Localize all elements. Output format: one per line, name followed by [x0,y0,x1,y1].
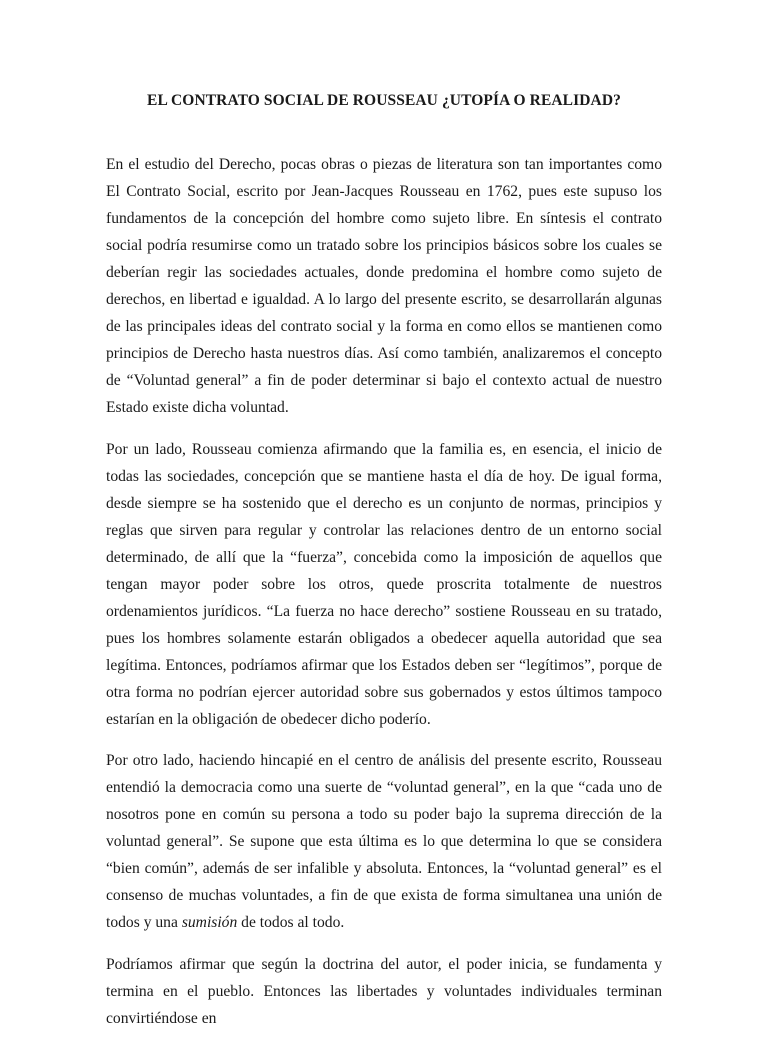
paragraph-4: Podríamos afirmar que según la doctrina del autor, el poder inicia, se fundamenta y termina en el pueblo. Entonces las libertades y voluntades individuales terminan convirtiéndose en [106,955,662,1027]
paragraph-2: Por un lado, Rousseau comienza afirmando que la familia es, en esencia, el inicio de todas las sociedades, concepción que se mantiene hasta el día de hoy. De igual forma, desde siempre se ha sostenido que el derecho es un conjunto de normas, principios y reglas que sirven para regular y controlar las relaciones dentro de un entorno social determinado, de allí que la “fuerza”, concebida como la imposición de aquellos que tengan mayor poder sobre los otros, quede proscrita totalmente de nuestros ordenamientos jurídicos. “La fuerza no hace derecho” sostiene Rousseau en su tratado, pues los hombres solamente estarán obligados a obedecer aquella autoridad que sea legítima. Entonces, podríamos afirmar que los Estados deben ser “legítimos”, porque de otra forma no podrían ejercer autoridad sobre sus gobernados y estos últimos tampoco estarían en la obligación de obedecer dicho poderío. [106,440,662,728]
paragraph-3-emphasis: sumisión [181,914,238,931]
document-body [106,151,662,1046]
paragraph-1: En el estudio del Derecho, pocas obras o piezas de literatura son tan importantes como El Contrato Social, escrito por Jean-Jacques Rousseau en 1762, pues este supuso los fundamentos de la concepción del hombre como sujeto libre. En síntesis el contrato social podría resumirse como un tratado sobre los principios básicos sobre los cuales se deberían regir las sociedades actuales, donde predomina el hombre como sujeto de derechos, en libertad e igualdad. A lo largo del presente escrito, se desarrollarán algunas de las principales ideas del contrato social y la forma en como ellos se mantienen como principios de Derecho hasta nuestros días. Así como también, analizaremos el concepto de “Voluntad general” a fin de poder determinar si bajo el contexto actual de nuestro Estado existe dicha voluntad. [106,156,662,416]
paragraph-3-text-before: Por otro lado, haciendo hincapié en el centro de análisis del presente escrito, Rousseau entendió la democracia como una suerte de “voluntad general”, en la que “cada uno de nosotros pone en común su persona a todo su poder bajo la suprema dirección de la voluntad general”. Se supone que esta última es lo que determina lo que se considera “bien común”, además de ser infalible y absoluta. Entonces, la “voluntad general” es el consenso de muchas voluntades, a fin de que exista de forma simultanea una unión de todos y una [106,752,662,931]
paragraph-3-text-after: de todos al todo. [237,914,345,931]
paragraph-3 [106,747,662,936]
document-title: EL CONTRATO SOCIAL DE ROUSSEAU ¿UTOPÍA O REALIDAD? [147,92,621,109]
